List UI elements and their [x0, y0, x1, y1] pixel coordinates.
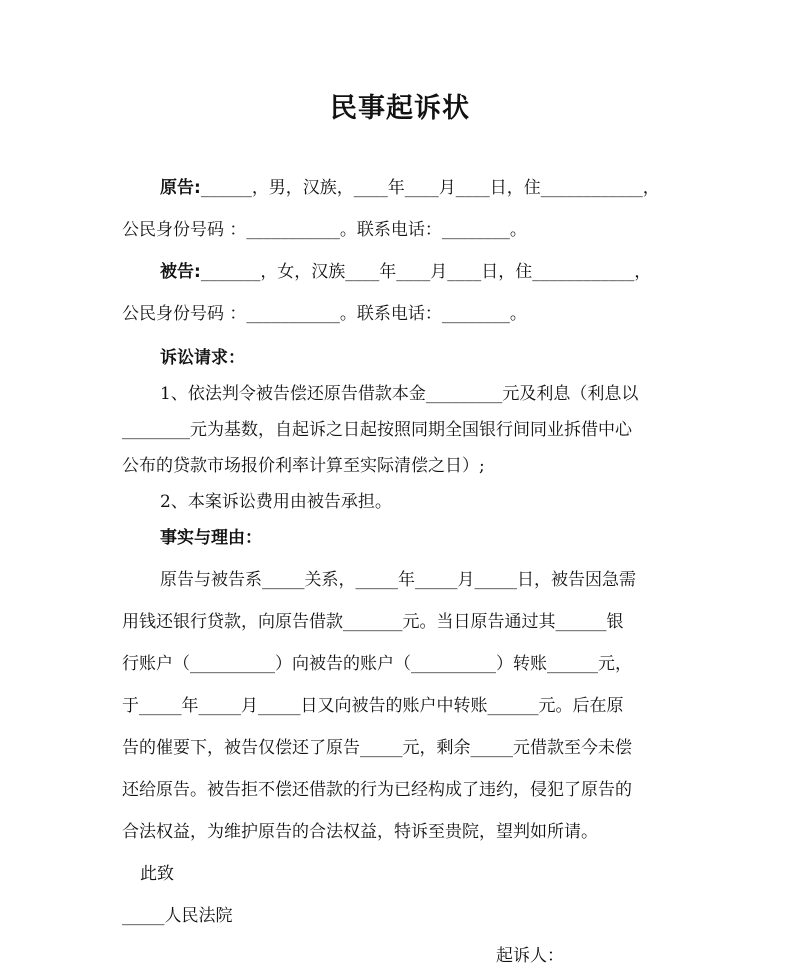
plaintiff-info: ______，男，汉族，____年____月____日，住____________， — [200, 178, 660, 198]
defendant-line — [160, 260, 651, 284]
facts-line: 还给原告。被告拒不偿还借款的行为已经构成了违约，侵犯了原告的 — [122, 780, 632, 800]
claim-item-2: 2、本案诉讼费用由被告承担。 — [160, 492, 392, 512]
facts-line: 原告与被告系_____关系，_____年_____月_____日，被告因急需 — [160, 570, 636, 590]
plaintiff-line — [160, 176, 660, 200]
facts-line: 合法权益，为维护原告的合法权益，特诉至贵院，望判如所请。 — [122, 822, 598, 842]
plaintiff-label: 原告: — [160, 178, 201, 198]
facts-line: 行账户（__________）向被告的账户（__________）转账______元， — [122, 654, 632, 674]
claim-item-1-line-3: 公布的贷款市场报价利率计算至实际清偿之日）; — [122, 456, 485, 476]
facts-heading: 事实与理由： — [160, 528, 262, 548]
defendant-label: 被告: — [160, 262, 201, 282]
defendant-info: _______，女，汉族____年____月____日，住____________， — [200, 262, 652, 282]
plaintiff-id-line: 公民身份号码 ：___________。联系电话：________。 — [122, 220, 527, 240]
claims-heading: 诉讼请求： — [160, 348, 245, 368]
defendant-id-line: 公民身份号码 ：___________。联系电话：________。 — [122, 304, 527, 324]
signature-label: 起诉人： — [496, 946, 564, 966]
claim-item-1-line-2: ________元为基数，自起诉之日起按照同期全国银行间同业拆借中心 — [122, 420, 632, 440]
salutation: 此致 — [140, 864, 174, 884]
court-name: _____人民法院 — [122, 906, 233, 926]
facts-line: 告的催要下，被告仅偿还了原告_____元，剩余_____元借款至今未偿 — [122, 738, 632, 758]
facts-line: 于_____年_____月_____日又向被告的账户中转账______元。后在原 — [122, 696, 624, 716]
claim-item-1-line-1: 1、依法判令被告偿还原告借款本金_________元及利息（利息以 — [160, 384, 639, 404]
document-title: 民事起诉状 — [330, 93, 470, 124]
facts-line: 用钱还银行贷款，向原告借款_______元。当日原告通过其______银 — [122, 612, 624, 632]
